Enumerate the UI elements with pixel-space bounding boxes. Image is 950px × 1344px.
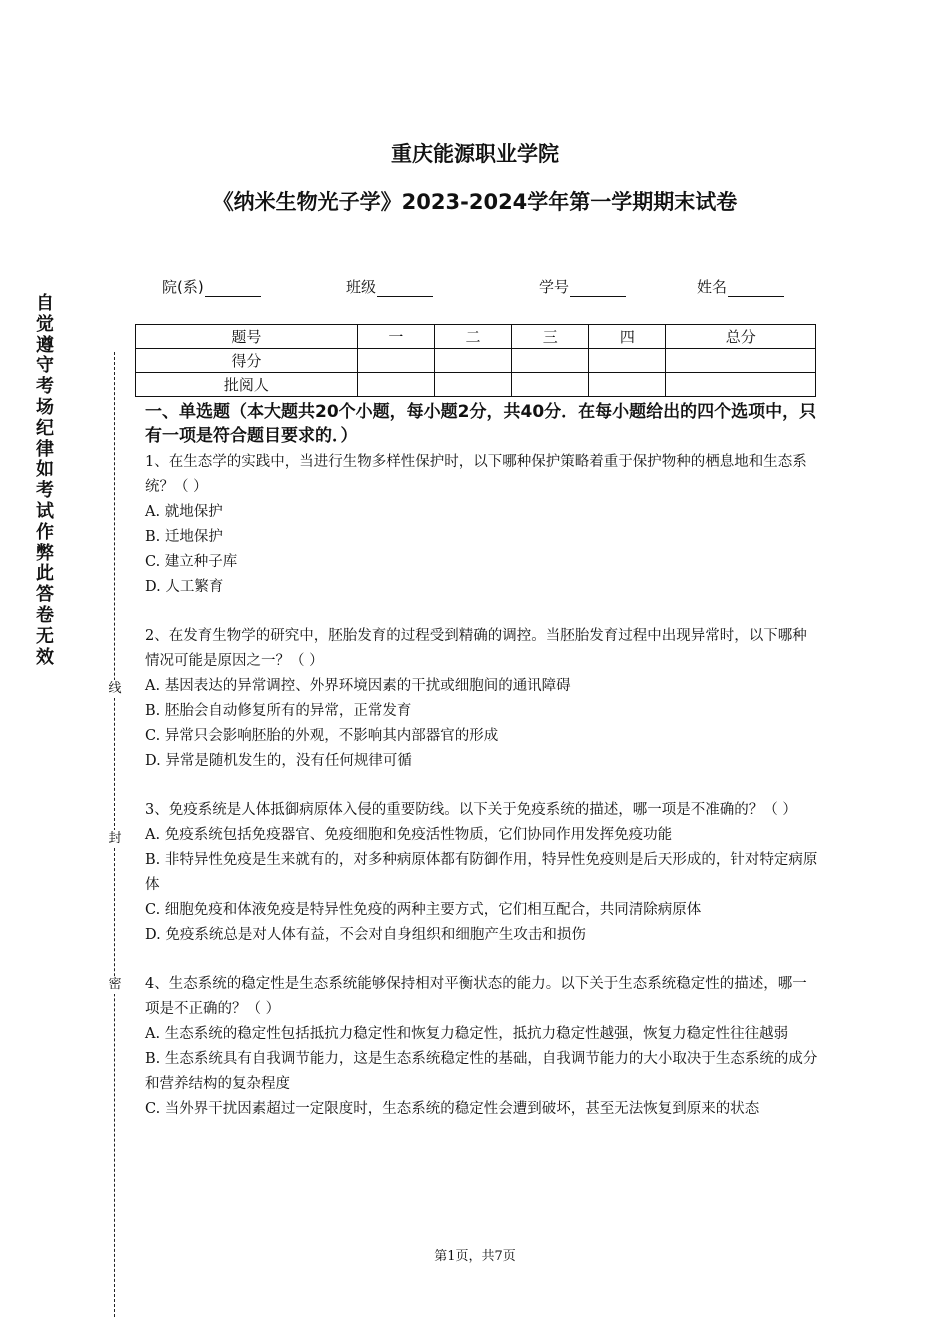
exam-title: 《纳米生物光子学》2023-2024学年第一学期期末试卷 (212, 190, 738, 214)
score-row-label: 得分 (136, 349, 358, 373)
question-2 (145, 624, 820, 774)
score-header-cell: 三 (512, 325, 589, 349)
question-1 (145, 450, 820, 600)
score-row-label: 批阅人 (136, 373, 358, 397)
department-field (162, 276, 261, 297)
score-cell (434, 349, 511, 373)
question-option: C. 当外界干扰因素超过一定限度时，生态系统的稳定性会遭到破坏，甚至无法恢复到原来的状态 (145, 1101, 760, 1117)
score-cell (589, 373, 666, 397)
question-option: C. 异常只会影响胚胎的外观，不影响其内部器官的形成 (145, 728, 499, 744)
score-header-cell: 二 (434, 325, 511, 349)
student-id-blank (570, 280, 626, 297)
score-table-header-row (136, 325, 816, 349)
score-header-cell: 总分 (666, 325, 816, 349)
name-field (697, 276, 784, 297)
score-table-row (136, 349, 816, 373)
question-option: A. 免疫系统包括免疫器官、免疫细胞和免疫活性物质，它们协同作用发挥免疫功能 (145, 827, 673, 843)
question-option: A. 基因表达的异常调控、外界环境因素的干扰或细胞间的通讯障碍 (145, 678, 571, 694)
question-stem: 1、在生态学的实践中，当进行生物多样性保护时，以下哪种保护策略着重于保护物种的栖息地和生态系统？（ ） (145, 454, 807, 495)
question-option: C. 细胞免疫和体液免疫是特异性免疫的两种主要方式，它们相互配合，共同清除病原体 (145, 902, 702, 918)
score-cell (357, 373, 434, 397)
class-field (346, 276, 433, 297)
score-header-cell: 一 (357, 325, 434, 349)
question-option: B. 非特异性免疫是生来就有的，对多种病原体都有防御作用，特异性免疫则是后天形成的，针对特定病原体 (145, 852, 818, 893)
name-label: 姓名 (697, 278, 728, 296)
question-option: B. 生态系统具有自我调节能力，这是生态系统稳定性的基础，自我调节能力的大小取决于生态系统的成分和营养结构的复杂程度 (145, 1051, 818, 1092)
binding-mark-seal: 封 (106, 830, 124, 848)
score-cell (666, 349, 816, 373)
question-4 (145, 972, 820, 1122)
page-number: 第1页，共7页 (434, 1249, 516, 1264)
score-cell (666, 373, 816, 397)
score-cell (357, 349, 434, 373)
score-table (135, 324, 816, 397)
question-stem: 4、生态系统的稳定性是生态系统能够保持相对平衡状态的能力。以下关于生态系统稳定性的描述，哪一项是不正确的？（ ） (145, 976, 807, 1017)
question-option: A. 生态系统的稳定性包括抵抗力稳定性和恢复力稳定性，抵抗力稳定性越强，恢复力稳定性往往越弱 (145, 1026, 789, 1042)
class-blank (377, 280, 433, 297)
score-table-row (136, 373, 816, 397)
department-blank (205, 280, 261, 297)
question-option: D. 免疫系统总是对人体有益，不会对自身组织和细胞产生攻击和损伤 (145, 927, 586, 943)
school-name: 重庆能源职业学院 (391, 142, 559, 166)
student-id-field (539, 276, 626, 297)
department-label: 院(系) (162, 278, 204, 296)
question-option: D. 异常是随机发生的，没有任何规律可循 (145, 753, 412, 769)
question-stem: 3、免疫系统是人体抵御病原体入侵的重要防线。以下关于免疫系统的描述，哪一项是不准确的？（ ） (145, 802, 797, 818)
score-header-cell: 四 (589, 325, 666, 349)
section-heading: 一、单选题（本大题共20个小题，每小题2分，共40分．在每小题给出的四个选项中，只有一项是符合题目要求的．） (145, 402, 817, 446)
score-cell (512, 349, 589, 373)
class-label: 班级 (346, 278, 377, 296)
question-option: B. 胚胎会自动修复所有的异常，正常发育 (145, 703, 412, 719)
name-blank (728, 280, 784, 297)
question-stem: 2、在发育生物学的研究中，胚胎发育的过程受到精确的调控。当胚胎发育过程中出现异常时，以下哪种情况可能是原因之一？（ ） (145, 628, 807, 669)
question-option: D. 人工繁育 (145, 579, 224, 595)
score-cell (589, 349, 666, 373)
score-header-cell: 题号 (136, 325, 358, 349)
binding-mark-line: 线 (106, 680, 124, 698)
exam-discipline-notice: 自觉遵守考场纪律如考试作弊此答卷无效 (36, 293, 54, 668)
student-info-row (0, 276, 950, 300)
student-id-label: 学号 (539, 278, 570, 296)
binding-mark-secret: 密 (106, 976, 124, 994)
score-cell (512, 373, 589, 397)
question-option: B. 迁地保护 (145, 529, 223, 545)
exam-content (145, 400, 820, 1122)
question-option: A. 就地保护 (145, 504, 223, 520)
score-cell (434, 373, 511, 397)
question-3 (145, 798, 820, 948)
question-option: C. 建立种子库 (145, 554, 238, 570)
